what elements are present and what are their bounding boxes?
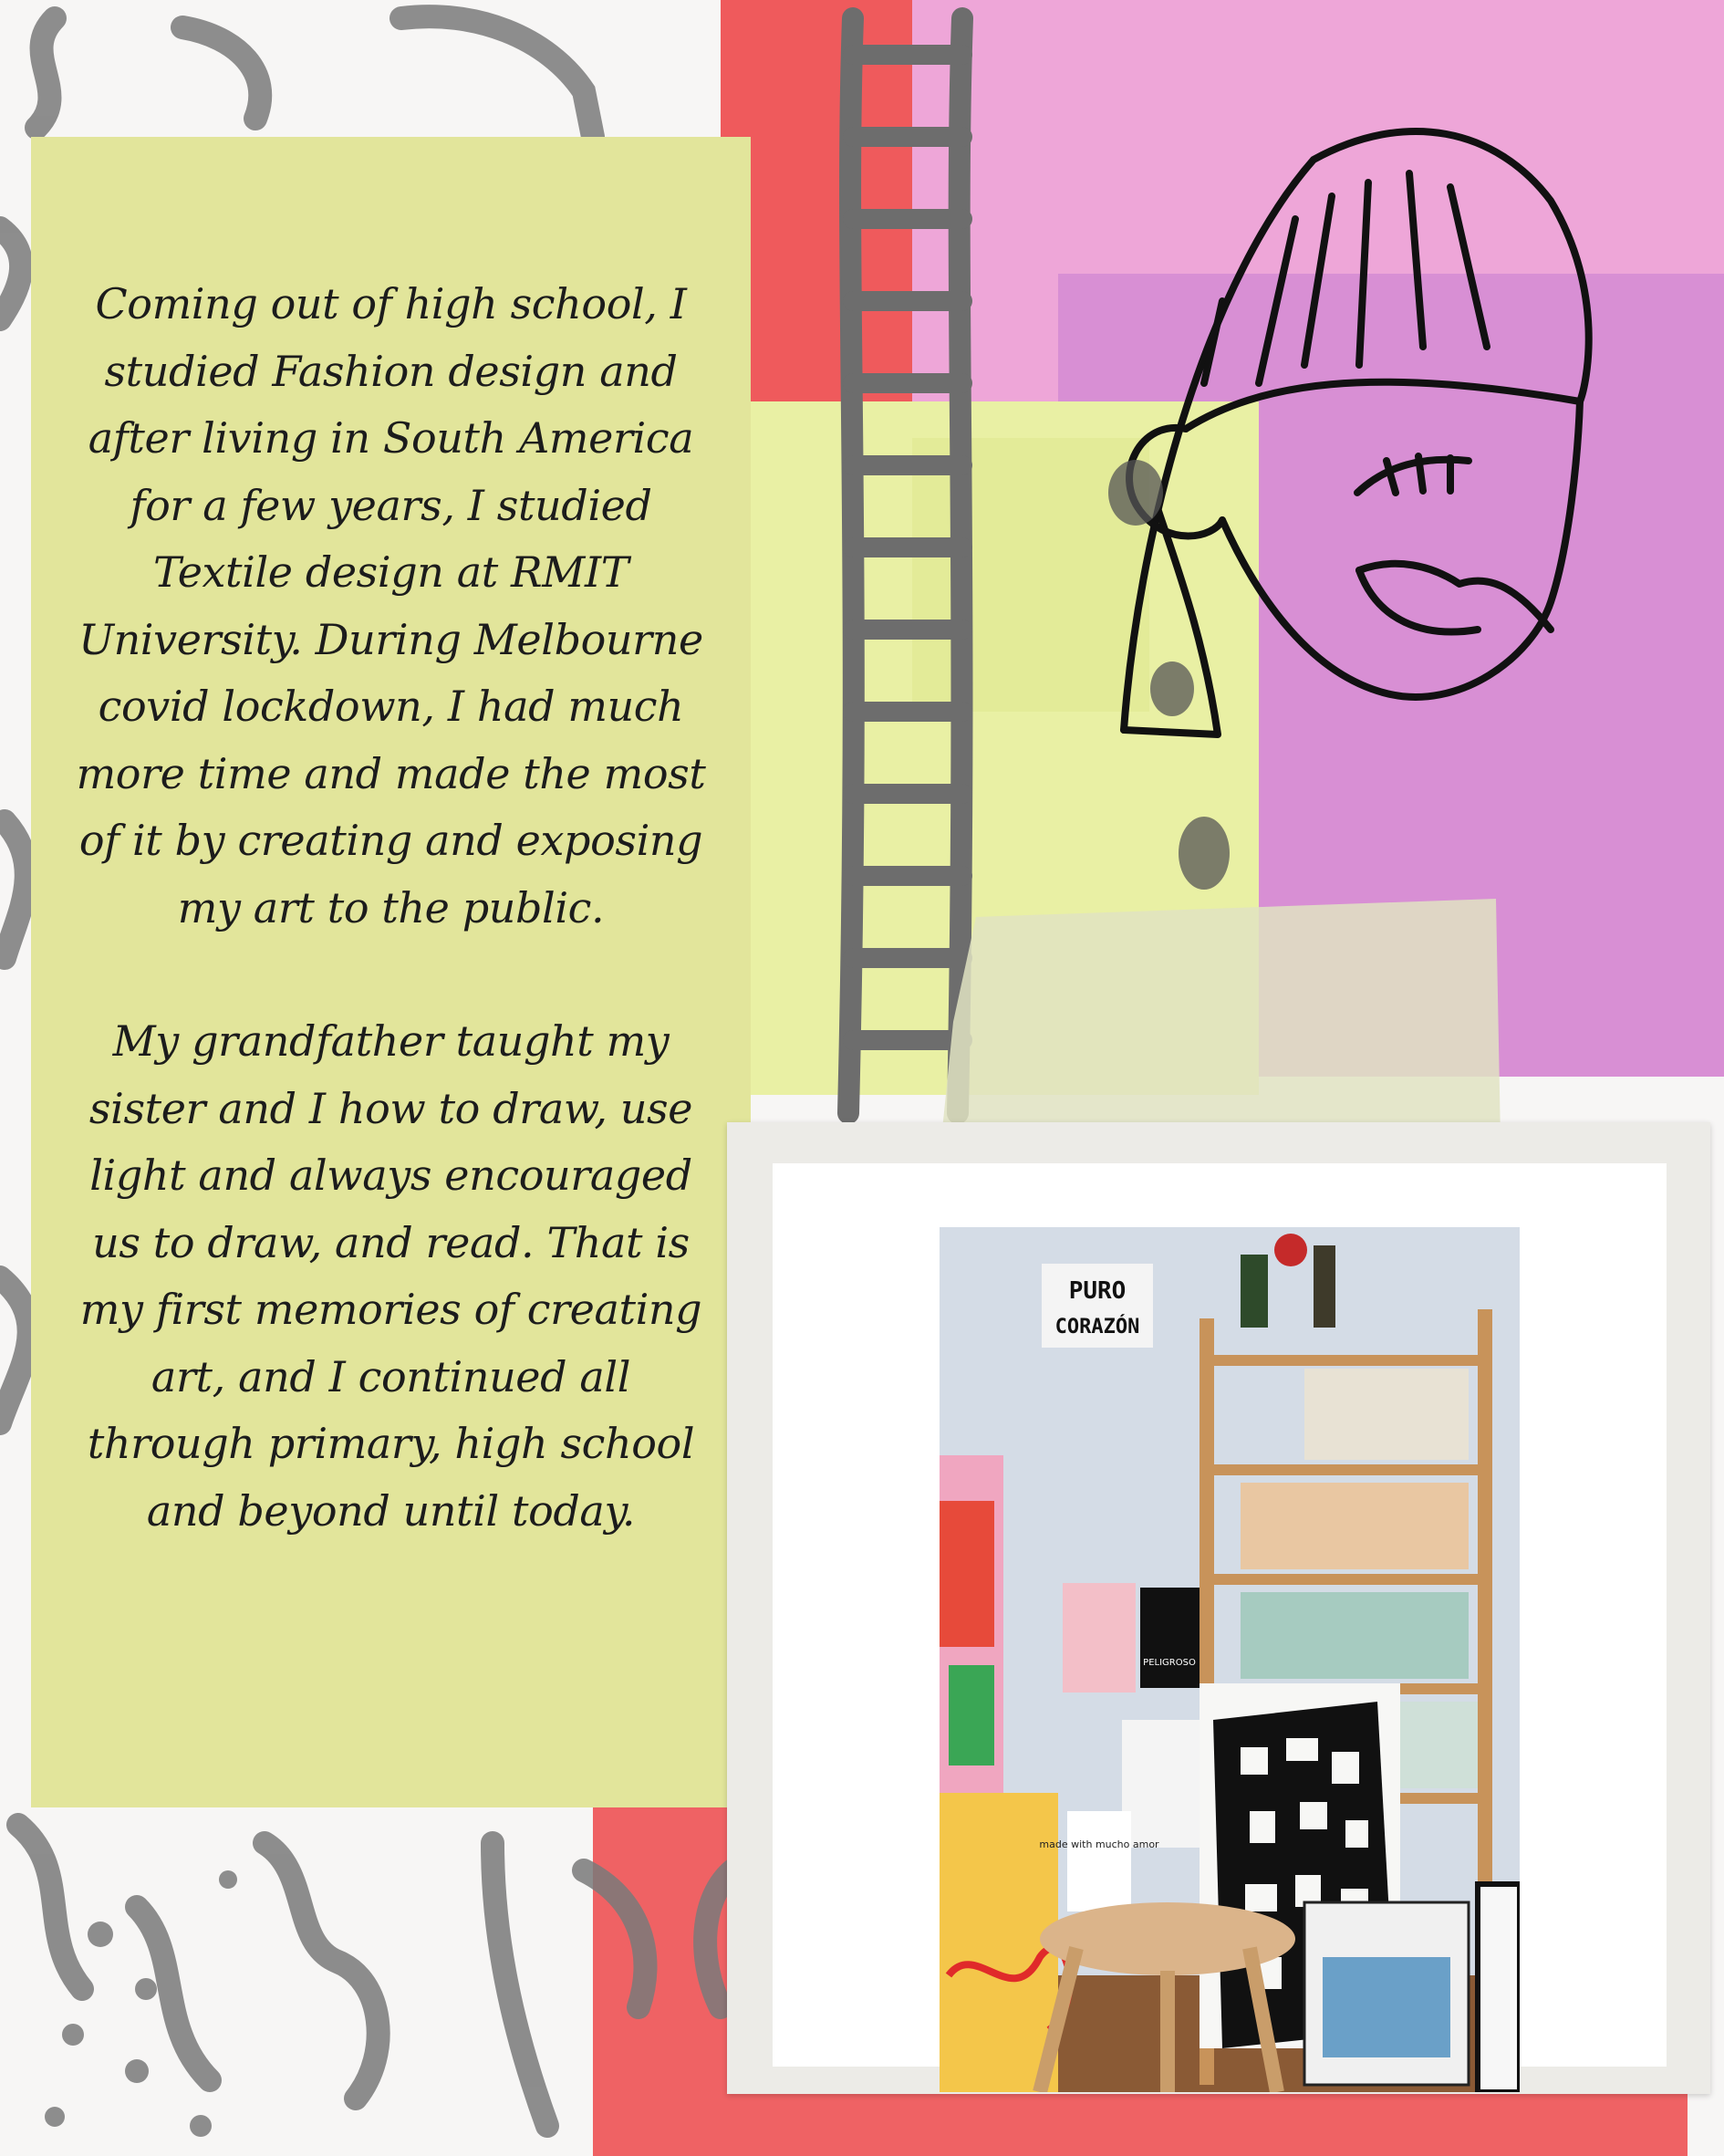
sign-corazon: CORAZÓN [1054,1316,1140,1338]
paragraph-2: My grandfather taught my sister and I how to draw, use light and always encouraged us to draw, and read. That is my first memories of creating art, and I continued all through primary, high school and beyond until today. [79,1016,702,1536]
tape [940,899,1501,1157]
photo-mat [773,1163,1667,2067]
story-text-panel [31,137,751,1807]
sign-mucho-amor: made with mucho amor [1039,1838,1159,1850]
paragraph-1: Coming out of high school, I studied Fashion design and after living in South America for a few years, I studied Textile design at RMIT University. During Melbourne covid lockdown, I had much more time and made the most of it by creating and exposing my art to the public. [76,279,706,932]
photo-frame [727,1122,1710,2094]
studio-photo [940,1227,1520,2092]
studio-photo-illustration [940,1227,1520,2092]
sign-puro: PURO [1068,1277,1127,1305]
sign-peligroso: PELIGROSO [1143,1658,1196,1668]
